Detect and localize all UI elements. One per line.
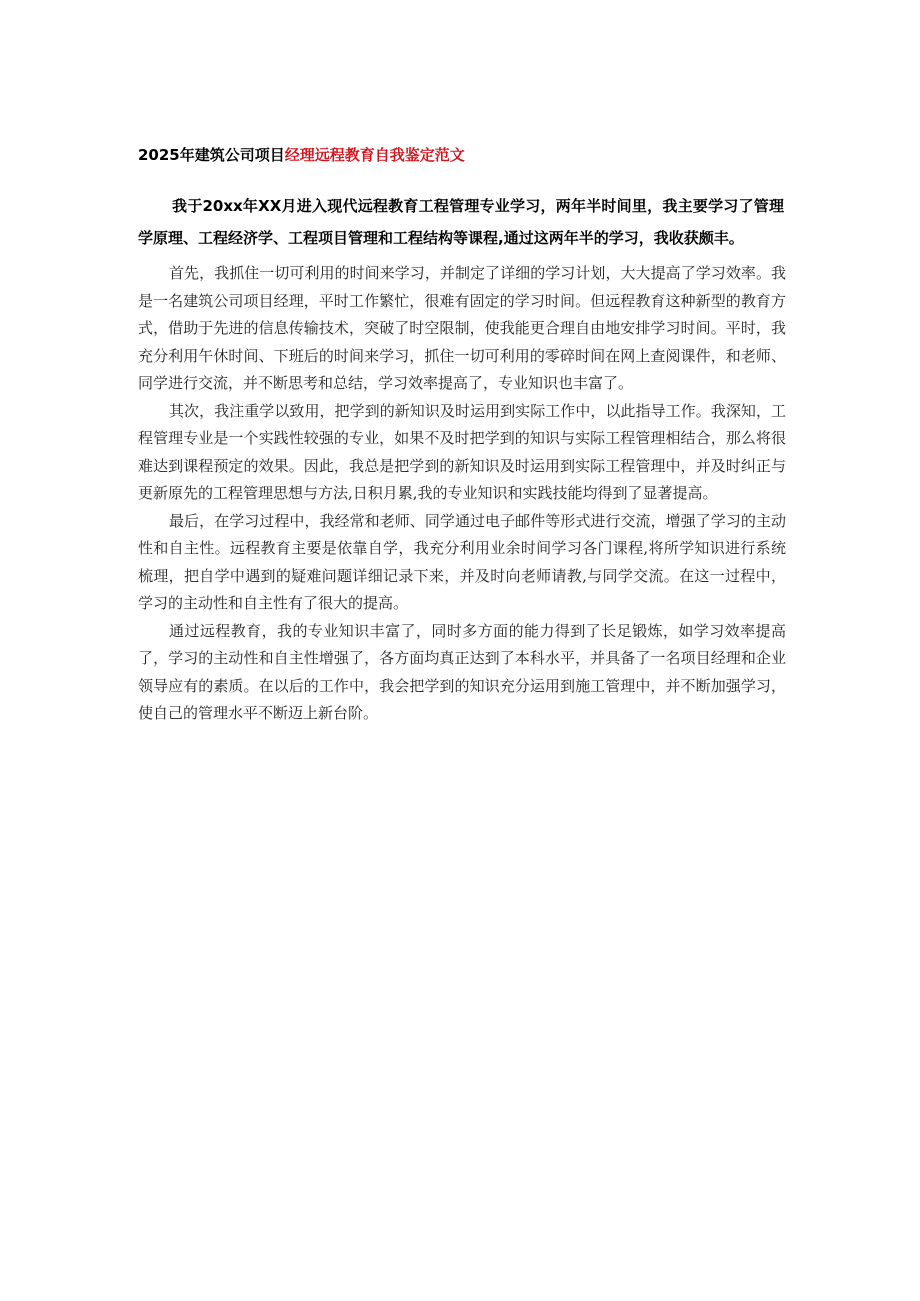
body-paragraph: 其次，我注重学以致用，把学到的新知识及时运用到实际工作中，以此指导工作。我深知，工程管理专业是一个实践性较强的专业，如果不及时把学到的知识与实际工程管理相结合，那么将很难达到课程预定的效果。因此，我总是把学到的新知识及时运用到实际工程管理中，并及时纠正与更新原先的工程管理思想与方法,日积月累,我的专业知识和实践技能均得到了显著提高。 xyxy=(138,401,786,502)
body-paragraph: 最后，在学习过程中，我经常和老师、同学通过电子邮件等形式进行交流，增强了学习的主动性和自主性。远程教育主要是依靠自学，我充分利用业余时间学习各门课程,将所学知识进行系统梳理，把自学中遇到的疑难问题详细记录下来，并及时向老师请教,与同学交流。在这一过程中，学习的主动性和自主性有了很大的提高。 xyxy=(138,511,786,612)
document-title xyxy=(138,144,465,166)
body-paragraph: 首先，我抓住一切可利用的时间来学习，并制定了详细的学习计划，大大提高了学习效率。我是一名建筑公司项目经理，平时工作繁忙，很难有固定的学习时间。但远程教育这种新型的教育方式，借助于先进的信息传输技术，突破了时空限制，使我能更合理自由地安排学习时间。平时，我充分利用午休时间、下班后的时间来学习，抓住一切可利用的零碎时间在网上查阅课件，和老师、同学进行交流，并不断思考和总结，学习效率提高了，专业知识也丰富了。 xyxy=(138,264,786,392)
intro-paragraph: 我于20xx年XX月进入现代远程教育工程管理专业学习，两年半时间里，我主要学习了管理学原理、工程经济学、工程项目管理和工程结构等课程,通过这两年半的学习，我收获颇丰。 xyxy=(138,197,784,247)
body-paragraph: 通过远程教育，我的专业知识丰富了，同时多方面的能力得到了长足锻炼，如学习效率提高了，学习的主动性和自主性增强了，各方面均真正达到了本科水平，并具备了一名项目经理和企业领导应有的素质。在以后的工作中，我会把学到的知识充分运用到施工管理中，并不断加强学习，使自己的管理水平不断迈上新台阶。 xyxy=(138,621,786,722)
title-red-part: 经理远程教育自我鉴定范文 xyxy=(284,146,465,164)
title-black-part: 2025年建筑公司项目 xyxy=(138,146,285,164)
document-body xyxy=(138,260,786,728)
